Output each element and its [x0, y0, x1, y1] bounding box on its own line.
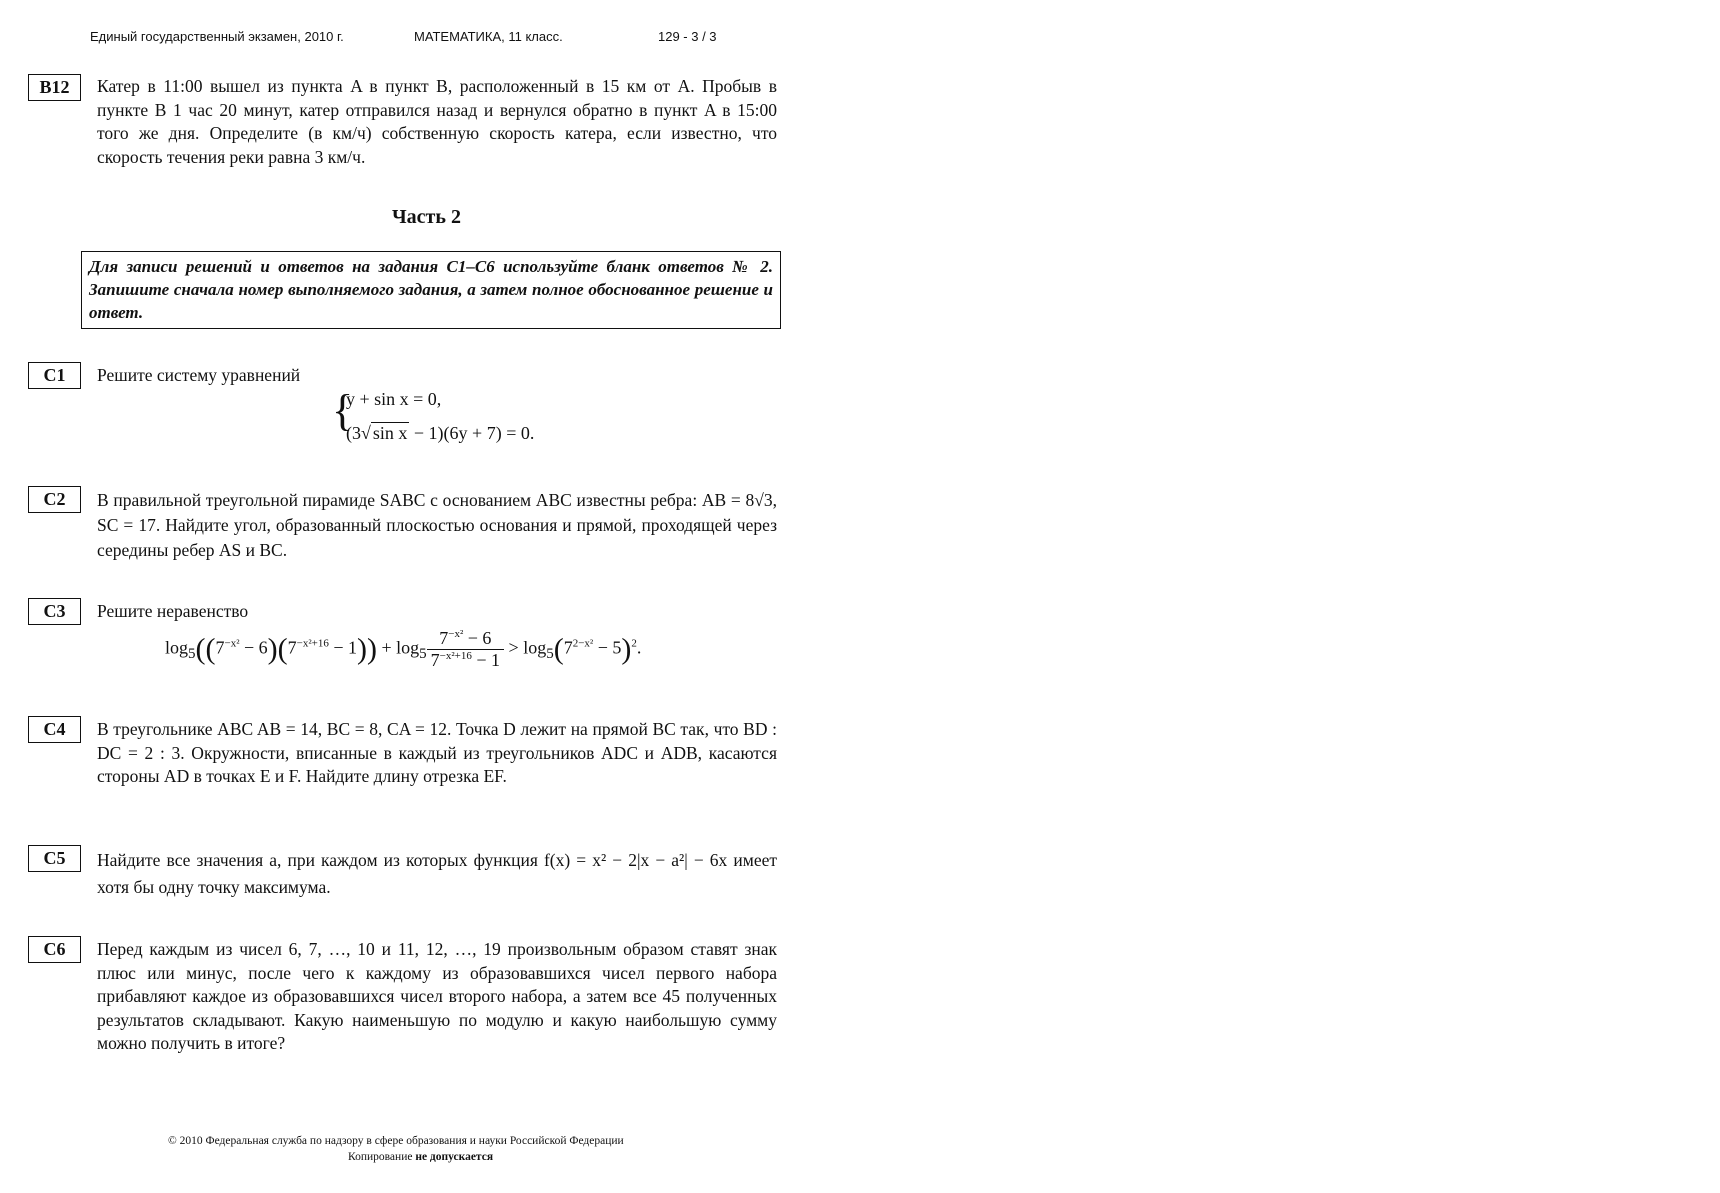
task-text-c5: Найдите все значения a, при каждом из которых функция f(x) = x² − 2|x − a²| − 6x имеет хотя бы одну точку максимума.	[97, 850, 777, 897]
task-text-c6: Перед каждым из чисел 6, 7, …, 10 и 11, 12, …, 19 произвольным образом ставят знак плюс или минус, после чего к каждому из образовавшихся чисел первого набора прибавляют каждое из образовавшихся чисел второго набора, а затем все 45 полученных результатов складывают. Какую наименьшую по модулю и какую наибольшую сумму можно получить в итоге?	[97, 939, 777, 1053]
footer-copyright: © 2010 Федеральная служба по надзору в сфере образования и науки Российской Федерации	[168, 1135, 624, 1147]
task-text-c3: Решите неравенство	[97, 601, 249, 621]
task-label-b12: B12	[28, 74, 81, 101]
task-text-c2: В правильной треугольной пирамиде SABC с основанием ABC известны ребра: AB = 8√3, SC = 17. Найдите угол, образованный плоскостью основания и прямой, проходящей через середины ребер AS и BC.	[97, 490, 777, 560]
task-label-c6: C6	[28, 936, 81, 963]
part-title: Часть 2	[392, 206, 461, 228]
task-text-c1: Решите систему уравнений	[97, 365, 301, 385]
task-label-c2: C2	[28, 486, 81, 513]
c1-equation-1: y + sin x = 0,	[346, 389, 442, 409]
system-brace: {	[332, 386, 354, 435]
c3-inequality: $\log_5((7^{-x^2} - 6)(7^{-x^2+16} - 1)) + \log_5$ $\frac{7^{-x^2} - 6}{7^{-x^2+16} - 1}$ > $\log_5(7^{2-x^2} - 5)^2$.	[165, 628, 642, 670]
task-label-c5: C5	[28, 845, 81, 872]
task-text-b12: Катер в 11:00 вышел из пункта A в пункт B, расположенный в 15 км от A. Пробыв в пункте B 1 час 20 минут, катер отправился назад и вернулся обратно в пункт A в 15:00 того же дня. Определите (в км/ч) собственную скорость катера, если известно, что скорость течения реки равна 3 км/ч.	[97, 76, 777, 167]
task-text-c4: В треугольнике ABC AB = 14, BC = 8, CA = 12. Точка D лежит на прямой BC так, что BD : DC = 2 : 3. Окружности, вписанные в каждый из треугольников ADC и ADB, касаются стороны AD в точках E и F. Найдите длину отрезка EF.	[97, 719, 777, 786]
c1-equation-2: (3√ sin x − 1)(6y + 7) = 0.	[346, 423, 535, 443]
footer-copy-notice: Копирование не допускается	[348, 1151, 494, 1163]
task-label-c4: C4	[28, 716, 81, 743]
header-subject: МАТЕМАТИКА, 11 класс.	[414, 29, 563, 44]
header-exam: Единый государственный экзамен, 2010 г.	[90, 29, 344, 44]
task-label-c1: C1	[28, 362, 81, 389]
task-label-c3: C3	[28, 598, 81, 625]
header-page: 129 - 3 / 3	[658, 29, 717, 44]
notice-box: Для записи решений и ответов на задания C1–C6 используйте бланк ответов № 2. Запишите сначала номер выполняемого задания, а затем полное обоснованное решение и ответ.	[81, 251, 781, 329]
